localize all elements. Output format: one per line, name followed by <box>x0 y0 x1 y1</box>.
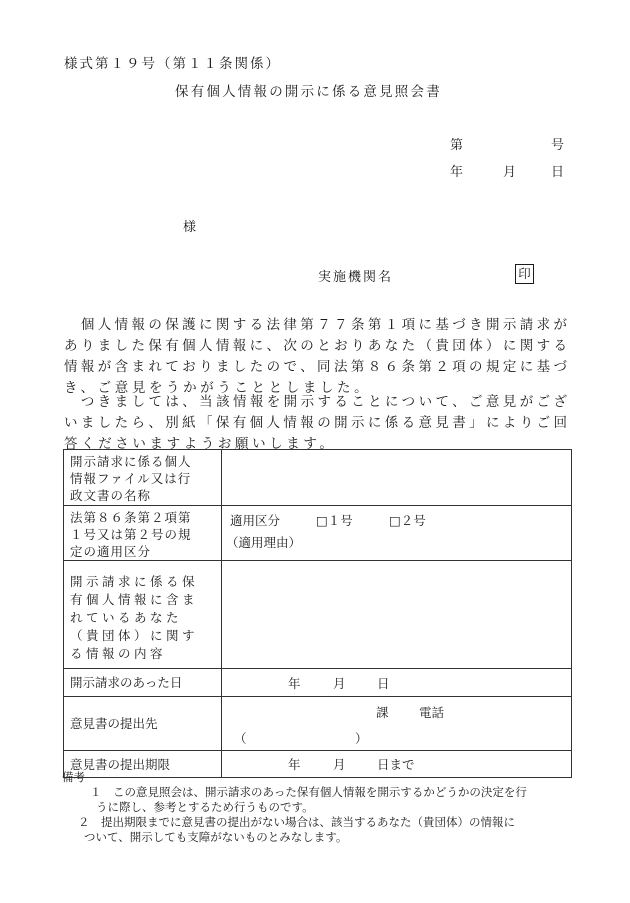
info-content-value[interactable] <box>222 561 572 669</box>
request-date-value <box>222 669 572 697</box>
submission-destination-label: 意見書の提出先 <box>64 697 222 751</box>
doc-number-prefix: 第 <box>450 138 464 153</box>
applicable-category-label: 法第８６条第２項第 １号又は第２号の規 定の適用区分 <box>64 506 222 561</box>
section-label: 課 <box>376 705 389 720</box>
document-title: 保有個人情報の開示に係る意見照会書 <box>175 84 442 100</box>
date-day-label: 日 <box>551 165 565 180</box>
notes-section <box>62 770 527 845</box>
file-name-value[interactable] <box>222 450 572 506</box>
category-label: 適用区分 <box>230 513 281 528</box>
paren-close: ） <box>355 731 368 746</box>
addressee-honorific: 様 <box>183 220 197 235</box>
submission-deadline-label: 意見書の提出期限 <box>64 751 222 778</box>
checkbox-item-2[interactable]: □２号 <box>389 513 426 528</box>
seal-box: 印 <box>515 264 534 284</box>
paragraph-line: いましたら、別紙「保有個人情報の開示に係る意見書」によりご回 <box>64 415 567 431</box>
month-label: 月 <box>333 676 346 691</box>
year-label: 年 <box>288 757 301 772</box>
note-item-2-cont: ついて、開示しても支障がないものとみなします。 <box>84 830 348 844</box>
date-year-label: 年 <box>450 165 464 180</box>
note-item-1: １ この意見照会は、開示請求のあった保有個人情報を開示するかどうかの決定を行 <box>90 785 527 799</box>
note-item-2: ２ 提出期限までに意見書の提出がない場合は、該当するあなた（貴団体）の情報に <box>78 815 515 829</box>
body-paragraph-2 <box>64 392 567 455</box>
phone-label: 電話 <box>419 705 445 720</box>
checkbox-item-1[interactable]: □１号 <box>316 513 353 528</box>
inquiry-table <box>63 449 572 778</box>
day-until-label: 日まで <box>377 757 415 772</box>
paragraph-line: つきましては、当該情報を開示することについて、ご意見がござ <box>64 394 567 410</box>
reason-label: （適用理由） <box>226 535 302 550</box>
request-date-label: 開示請求のあった日 <box>64 669 222 697</box>
body-paragraph-1 <box>64 315 567 399</box>
date-month-label: 月 <box>503 165 517 180</box>
file-name-label: 開示請求に係る個人 情報ファイル又は行 政文書の名称 <box>64 450 222 506</box>
note-item-1-cont: うに際し、参考とするため行うものです。 <box>96 800 314 814</box>
form-number: 様式第１９号（第１１条関係） <box>64 56 281 72</box>
paragraph-line: 答くださいますようお願いします。 <box>64 436 337 452</box>
submission-destination-value[interactable] <box>222 697 572 751</box>
year-label: 年 <box>288 676 301 691</box>
month-label: 月 <box>333 757 346 772</box>
notes-heading: 備考 <box>62 770 85 784</box>
paragraph-line: き、ご意見をうかがうこととしました。 <box>64 380 372 396</box>
paragraph-line: 情報が含まれておりましたので、同法第８６条第２項の規定に基づ <box>64 359 567 375</box>
doc-number-suffix: 号 <box>551 138 565 153</box>
paren-open: （ <box>234 731 247 746</box>
day-label: 日 <box>377 676 390 691</box>
agency-name-label: 実施機関名 <box>318 270 394 285</box>
info-content-label: 開示請求に係る保 有個人情報に含ま れているあなた （貴団体）に関す る情報の内容 <box>64 561 222 669</box>
paragraph-line: ありました保有個人情報に、次のとおりあなた（貴団体）に関する <box>64 338 567 354</box>
paragraph-line: 個人情報の保護に関する法律第７７条第１項に基づき開示請求が <box>64 317 567 333</box>
applicable-category-value <box>222 506 572 561</box>
